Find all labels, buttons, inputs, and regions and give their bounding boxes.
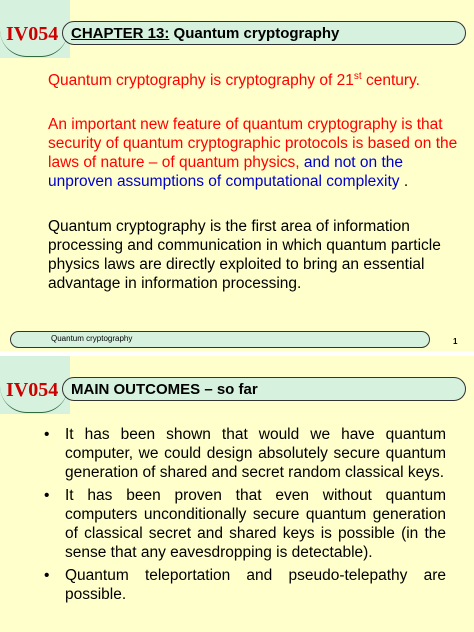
bullet-marker: • (44, 567, 50, 584)
bullet-text: It has been proven that even without quantum computers unconditionally secure quantum generation of classical secret and shared keys is possible (in the sense that any eavesdropping is detectable). (65, 487, 446, 561)
paragraph-1-sup: st (353, 71, 362, 82)
slide-title (71, 25, 339, 42)
paragraph-2-blue: and not on the unproven assumptions of computational complexity (48, 154, 404, 190)
title-rest: Quantum cryptography (169, 25, 340, 42)
slide-2 (0, 356, 474, 632)
bullet-marker: • (44, 426, 50, 443)
paragraph-3: Quantum cryptography is the first area of information processing and communication in which quantum particle physics laws are directly exploited to bring an essential advantage in information processing. (48, 218, 441, 292)
course-logo: IV054 (6, 379, 59, 401)
footer-label: Quantum cryptography (51, 334, 133, 343)
list-item (44, 566, 446, 604)
title-prefix: CHAPTER 13: (71, 25, 170, 42)
bullet-text: It has been shown that would we have quantum computer, we could design absolutely secure quantum generation of shared and secret random classical keys. (65, 426, 446, 481)
bullet-text: Quantum teleportation and pseudo-telepathy are possible. (65, 567, 446, 603)
course-logo: IV054 (6, 23, 59, 45)
list-item (44, 486, 446, 562)
paragraph-2-red: An important new feature of quantum cryptography is that security of quantum cryptographic protocols is based on the laws of nature – of quantum physics, (48, 116, 458, 171)
title-box (62, 377, 466, 401)
paragraph-1-text: Quantum cryptography is cryptography of 21 (48, 72, 354, 90)
paragraph-2 (48, 115, 464, 191)
paragraph-2-end: . (399, 173, 409, 190)
list-item (44, 425, 446, 482)
footer-box (10, 331, 430, 348)
page-number: 1 (453, 337, 458, 346)
title-box (62, 21, 466, 45)
outcomes-list (44, 425, 446, 608)
paragraph-1 (48, 67, 464, 90)
bullet-marker: • (44, 487, 50, 504)
paragraph-1-end: century. (361, 72, 420, 90)
slide-title: MAIN OUTCOMES – so far (71, 381, 258, 398)
